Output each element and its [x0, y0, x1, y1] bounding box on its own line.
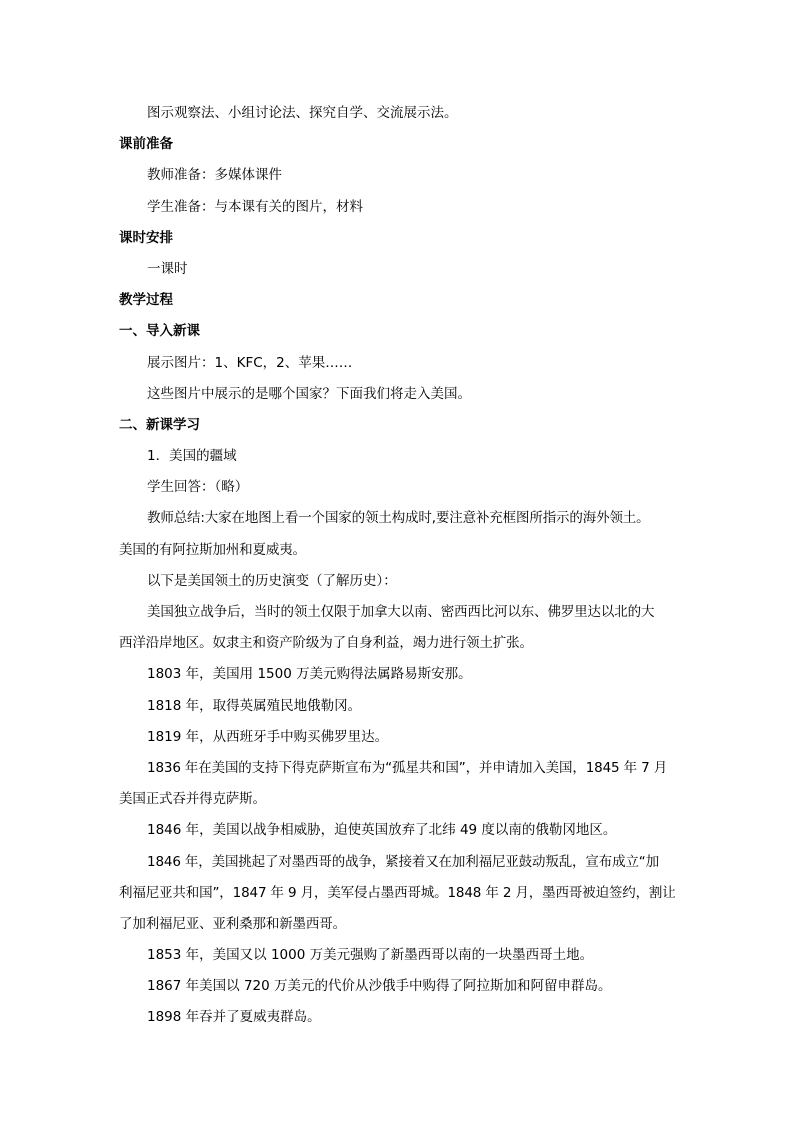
event-1836-line-1: 1836 年在美国的支持下得克萨斯宣布为“孤星共和国”，并申请加入美国，1845 年 7 月	[147, 759, 668, 776]
show-pictures: 展示图片：1、KFC，2、苹果……	[147, 354, 353, 371]
independence-line-1: 美国独立战争后，当时的领土仅限于加拿大以南、密西西比河以东、佛罗里达以北的大	[147, 604, 655, 620]
event-1819: 1819 年，从西班牙手中购买佛罗里达。	[147, 728, 389, 745]
event-1898: 1898 年吞并了夏威夷群岛。	[147, 1009, 321, 1026]
teaching-methods: 图示观察法、小组讨论法、探究自学、交流展示法。	[147, 105, 458, 121]
teacher-summary-line-2: 美国的有阿拉斯加州和夏威夷。	[119, 541, 306, 558]
heading-section-1: 一、导入新课	[119, 323, 200, 340]
event-1846-mexico-line-2: 利福尼亚共和国”，1847 年 9 月，美军侵占墨西哥城。1848 年 2 月，墨西哥被迫签约，割让	[119, 884, 676, 901]
document-body	[119, 102, 679, 1038]
event-1846-oregon: 1846 年，美国以战争相威胁，迫使英国放弃了北纬 49 度以南的俄勒冈地区。	[147, 822, 617, 839]
event-1846-mexico-line-1: 1846 年，美国挑起了对墨西哥的战争，紧接着又在加利福尼亚鼓动叛乱，宣布成立“加	[147, 853, 659, 870]
student-answer: 学生回答：（略）	[147, 479, 249, 496]
teacher-summary	[119, 507, 679, 560]
student-prep: 学生准备：与本课有关的图片，材料	[147, 198, 363, 215]
event-1803: 1803 年，美国用 1500 万美元购得法属路易斯安那。	[147, 666, 472, 683]
schedule-text: 一课时	[147, 260, 188, 277]
event-1846-mexico	[119, 851, 679, 935]
event-1836-line-2: 美国正式吞并得克萨斯。	[119, 791, 266, 808]
independence-line-2: 西洋沿岸地区。奴隶主和资产阶级为了自身利益，竭力进行领土扩张。	[119, 635, 533, 652]
heading-section-2: 二、新课学习	[119, 416, 200, 433]
history-intro: 以下是美国领土的历史演变（了解历史）：	[147, 572, 397, 589]
event-1846-mexico-line-3: 了加利福尼亚、亚利桑那和新墨西哥。	[119, 915, 346, 932]
subheading-territory: 1．美国的疆域	[147, 448, 237, 465]
event-1867: 1867 年美国以 720 万美元的代价从沙俄手中购得了阿拉斯加和阿留申群岛。	[147, 978, 612, 995]
teacher-summary-line-1: 教师总结:大家在地图上看一个国家的领土构成时,要注意补充框图所指示的海外领土。	[147, 510, 650, 527]
intro-question: 这些图片中展示的是哪个国家？下面我们将走入美国。	[147, 385, 471, 402]
heading-process: 教学过程	[119, 292, 173, 309]
teacher-prep: 教师准备：多媒体课件	[147, 167, 282, 184]
heading-prep: 课前准备	[119, 136, 173, 153]
event-1818: 1818 年，取得英属殖民地俄勒冈。	[147, 697, 362, 714]
event-1853: 1853 年，美国又以 1000 万美元强购了新墨西哥以南的一块墨西哥土地。	[147, 947, 594, 964]
independence-paragraph	[119, 601, 679, 654]
heading-schedule: 课时安排	[119, 229, 173, 246]
event-1836	[119, 757, 679, 810]
